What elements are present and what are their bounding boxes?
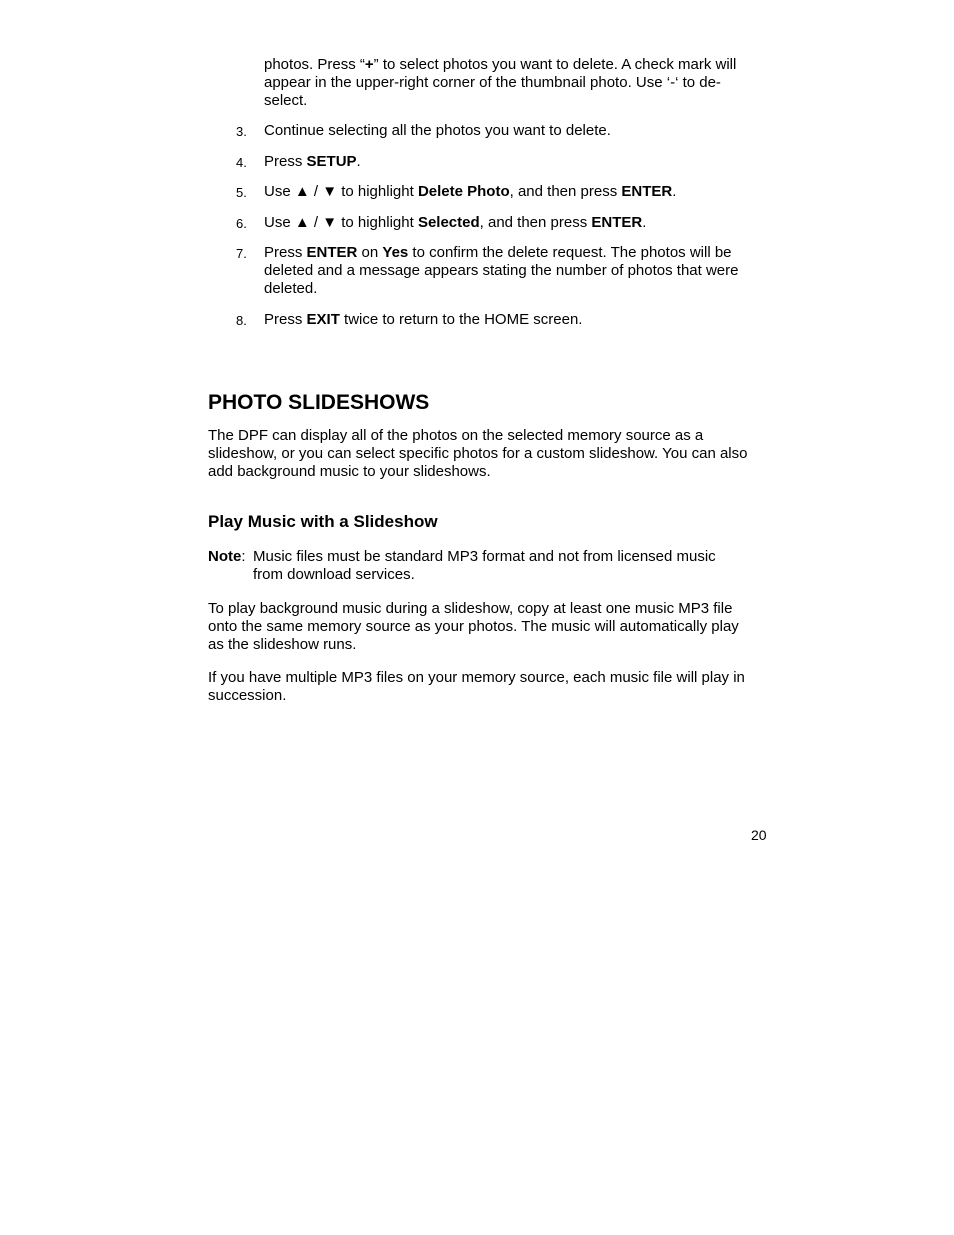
paragraph-multiple-mp3: If you have multiple MP3 files on your memory source, each music file will play in succession.	[208, 669, 745, 704]
step-text-run: to confirm the delete request. The photos will be deleted and a message appears stating the number of photos that were deleted.	[264, 244, 739, 297]
step-keyword: ENTER	[621, 183, 673, 200]
step-text	[264, 153, 754, 171]
step-keyword: ENTER	[591, 214, 643, 231]
note-label-wrap	[208, 548, 246, 566]
note-text: Music files must be standard MP3 format and not from licensed music from download services.	[253, 548, 716, 583]
step-text-run: .	[672, 183, 677, 200]
step-text	[264, 183, 754, 201]
paragraph-copy-mp3: To play background music during a slideshow, copy at least one music MP3 file onto the same memory source as your photos. The music will automatically play as the slideshow runs.	[208, 600, 739, 653]
section-intro: The DPF can display all of the photos on the selected memory source as a slideshow, or you can select specific photos for a custom slideshow. You can also add background music to your slideshows.	[208, 427, 748, 480]
step-text-run: Continue selecting all the photos you want to delete.	[264, 122, 611, 139]
plus-key: +	[364, 56, 374, 73]
step-text	[264, 214, 754, 232]
step-text-run: , and then press	[479, 214, 592, 231]
step-keyword: Selected	[417, 214, 480, 231]
step-text	[264, 311, 754, 329]
step-keyword: SETUP	[306, 153, 357, 170]
section-title: PHOTO SLIDESHOWS	[208, 391, 430, 414]
step-number: 4.	[236, 155, 247, 170]
subsection-title: Play Music with a Slideshow	[208, 512, 438, 531]
step-number: 5.	[236, 185, 247, 200]
step-text-run: Press	[264, 244, 307, 261]
page-number: 20	[751, 827, 767, 843]
step-text-run: .	[356, 153, 361, 170]
step-text-run: on	[357, 244, 383, 261]
step-keyword: Yes	[382, 244, 409, 261]
step-text-run: twice to return to the HOME screen.	[339, 311, 583, 328]
continued-text-end: ” to select photos you want to delete. A check mark will appear in the upper-right corner of the thumbnail photo. Use ‘-‘ to de-select.	[264, 56, 737, 109]
step-text-run: Press	[264, 311, 307, 328]
step-keyword: EXIT	[306, 311, 340, 328]
step-number: 8.	[236, 313, 247, 328]
step-text	[264, 122, 754, 140]
step-text-run: Press	[264, 153, 307, 170]
step-number: 6.	[236, 216, 247, 231]
continued-text-start: photos. Press “	[264, 56, 365, 73]
note-colon: :	[241, 548, 246, 565]
step-keyword: Delete Photo	[417, 183, 510, 200]
step-text-run: Use ▲ / ▼ to highlight	[264, 183, 418, 200]
step-text-run: Use ▲ / ▼ to highlight	[264, 214, 418, 231]
step-text-run: , and then press	[509, 183, 622, 200]
step-text	[264, 244, 754, 298]
step-text-run: .	[642, 214, 647, 231]
step-number: 7.	[236, 246, 247, 261]
continued-step-text	[264, 56, 754, 110]
step-number: 3.	[236, 124, 247, 139]
step-keyword: ENTER	[306, 244, 358, 261]
note-label: Note	[208, 548, 242, 565]
